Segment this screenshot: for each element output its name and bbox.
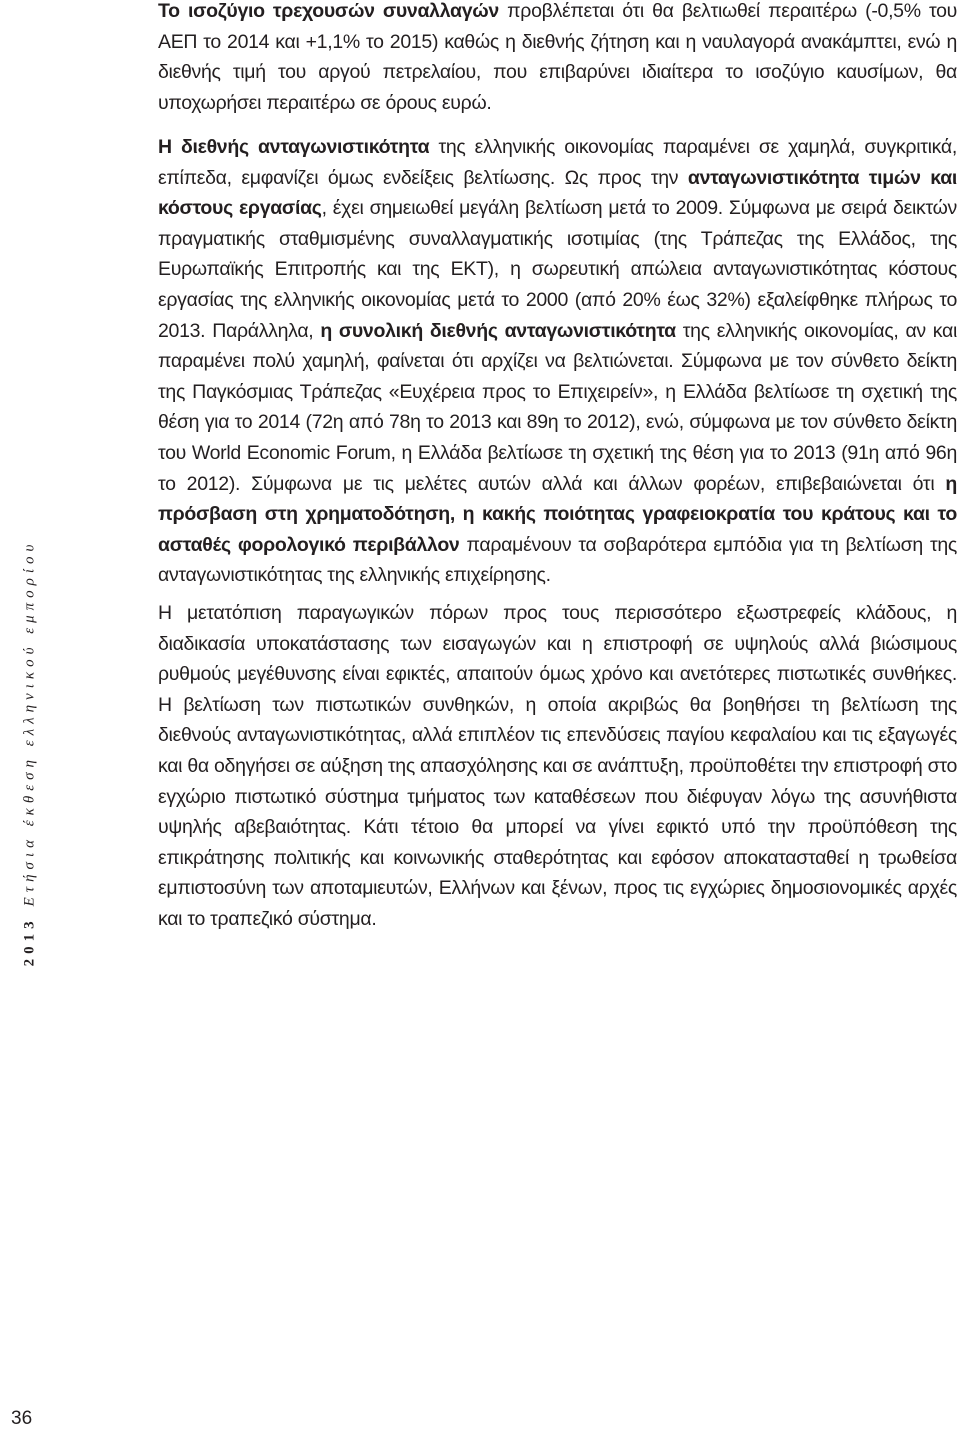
paragraph-current-account xyxy=(158,0,957,118)
bold-phrase: Η διεθνής ανταγωνιστικότητα xyxy=(158,136,430,158)
text-run: Η μετατόπιση παραγωγικών πόρων προς τους περισσότερο εξωστρεφείς κλάδους, η διαδικασία υποκατάστασης των εισαγωγών και η επιστροφή σε υψηλούς αλλά βιώσιμους ρυθμούς μεγέθυνσης είναι εφικτές, απαιτούν όμως χρόνο και ανετότερες πιστωτικές συνθήκες. Η βελτίωση των πιστωτικών συνθηκών, η οποία ακριβώς θα βοηθήσει τη βελτίωση της διεθνούς ανταγωνιστικότητας, αλλά επιπλέον τις επενδύσεις παγίου κεφαλαίου και τις εξαγωγές και θα οδηγήσει σε αύξηση της απασχόλησης και σε ανάπτυξη, προϋποθέτει την επιστροφή στο εγχώριο πιστωτικό σύστημα τμήματος των καταθέσεων που διέφυγαν λόγω της ασυνήθιστα υψηλής αβεβαιότητας. Κάτι τέτοιο θα μπορεί να γίνει εφικτό υπό την προϋπόθεση της επικράτησης πολιτικής και κοινωνικής σταθερότητας και εφόσον αποκατασταθεί η τρωθείσα εμπιστοσύνη των αποταμιευτών, Ελλήνων και ξένων, προς τις εγχώριες δημοσιονομικές αρχές και το τραπεζικό σύστημα. xyxy=(158,602,957,930)
bold-phrase: Το ισοζύγιο τρεχουσών συναλλαγών xyxy=(158,0,499,22)
paragraph-credit-conditions xyxy=(158,598,957,935)
text-run: , έχει σημειωθεί μεγάλη βελτίωση μετά το 2009. Σύμφωνα με σειρά δεικτών πραγματικής σταθμισμένης συναλλαγματικής ισοτιμίας (της Τράπεζας της Ελλάδος, της Ευρωπαϊκής Επιτροπής και της ΕΚΤ), η σωρευτική απώλεια ανταγωνιστικότητας κόστους εργασίας της ελληνικής οικονομίας μετά το 2000 (από 20% έως 32%) εξαλείφθηκε πλήρως το 2013. Παράλληλα, xyxy=(158,197,957,342)
bold-phrase: η συνολική διεθνής ανταγωνιστικότητα xyxy=(320,319,676,342)
running-head-year: 2013 xyxy=(21,916,38,967)
text-run: παραμένουν τα σοβαρότερα εμπόδια για τη βελτίωση της ανταγωνιστικότητας της ελληνικής επιχείρησης. xyxy=(158,533,957,587)
text-run: της ελληνικής οικονομίας παραμένει σε χαμηλά, συγκριτικά, επίπεδα, εμφανίζει όμως ενδείξεις βελτίωσης. Ως προς την xyxy=(158,136,957,189)
running-head-title: Ετήσια έκθεση ελληνικού εμπορίου xyxy=(21,539,38,907)
paragraph-competitiveness xyxy=(158,132,957,591)
running-head xyxy=(22,540,39,967)
text-run: της ελληνικής οικονομίας, αν και παραμένει πολύ χαμηλή, φαίνεται ότι αρχίζει να βελτιώνεται. Σύμφωνα με τον σύνθετο δείκτη της Παγκόσμιας Τράπεζας «Ευχέρεια προς το Επιχειρείν», η Ελλάδα βελτίωσε τη σχετική της θέση για το 2014 (72η από 78η το 2013 και 89η το 2012), ενώ, σύμφωνα με τον σύνθετο δείκτη του World Economic Forum, η Ελλάδα βελτίωσε τη σχετική της θέση για το 2013 (91η από 96η το 2012). Σύμφωνα με τις μελέτες αυτών αλλά και άλλων φορέων, επιβεβαιώνεται ότι xyxy=(158,319,957,495)
bold-phrase: η πρόσβαση στη χρηματοδότηση, η κακής ποιότητας γραφειοκρατία του κράτους και το ασταθές φορολογικό περιβάλλον xyxy=(158,472,957,556)
text-run: προβλέπεται ότι θα βελτιωθεί περαιτέρω (-0,5% του ΑΕΠ το 2014 και +1,1% το 2015) καθώς η διεθνής ζήτηση και η ναυλαγορά ανακάμπτει, ενώ η διεθνής τιμή του αργού πετρελαίου, που επιβαρύνει ιδιαίτερα το ισοζύγιο καυσίμων, θα υποχωρήσει περαιτέρω σε όρους ευρώ. xyxy=(158,0,957,114)
page-number: 36 xyxy=(11,1408,33,1429)
bold-phrase: ανταγωνιστικότητα τιμών και κόστους εργασίας xyxy=(158,166,957,220)
